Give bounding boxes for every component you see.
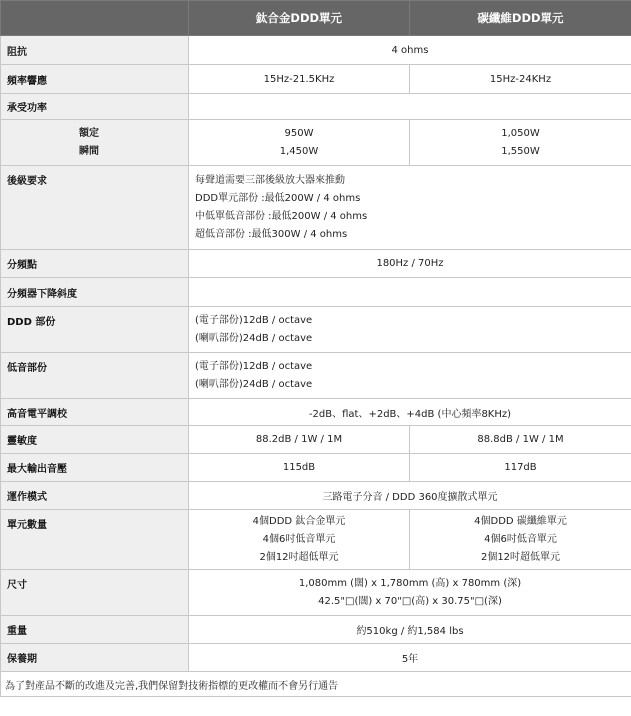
warranty-value: 5年 [189, 644, 631, 672]
amp-requirement-label: 後級要求 [1, 166, 189, 250]
weight-label: 重量 [1, 616, 189, 644]
impedance-value: 4 ohms [189, 36, 631, 65]
rated-power-carbon: 1,050W [501, 127, 540, 139]
power-handling-label: 承受功率 [1, 94, 189, 120]
crossover-slope-label: 分頻器下降斜度 [1, 278, 189, 307]
driver-line: 2個12吋超低單元 [259, 551, 339, 563]
impedance-label: 阻抗 [1, 36, 189, 65]
power-carbon [410, 120, 631, 166]
treble-level-label: 高音電平調校 [1, 399, 189, 426]
driver-count-titanium [189, 510, 410, 570]
dimensions-metric: 1,080mm (闊) x 1,780mm (高) x 780mm (深) [298, 577, 522, 589]
amp-line: 每聲道需要三部後級放大器來推動 [195, 174, 345, 186]
amp-requirement-value [189, 166, 631, 250]
freq-response-label: 頻率響應 [1, 65, 189, 94]
crossover-label: 分頻點 [1, 250, 189, 278]
treble-level-value: -2dB、flat、+2dB、+4dB (中心頻率8KHz) [189, 399, 631, 426]
bass-slope-speaker: (喇叭部份)24dB / octave [195, 378, 313, 390]
power-titanium [189, 120, 410, 166]
dimensions-label: 尺寸 [1, 570, 189, 616]
sensitivity-carbon: 88.8dB / 1W / 1M [410, 426, 631, 454]
rated-power-titanium: 950W [284, 127, 314, 139]
freq-response-titanium: 15Hz-21.5KHz [189, 65, 410, 94]
driver-line: 4個6吋低音單元 [484, 533, 557, 545]
ddd-slope-electronic: (電子部份)12dB / octave [195, 314, 313, 326]
header-carbon-ddd: 碳纖維DDD單元 [410, 1, 631, 36]
max-spl-label: 最大輸出音壓 [1, 454, 189, 482]
bass-part-label: 低音部份 [1, 353, 189, 399]
driver-line: 2個12吋超低單元 [480, 551, 561, 563]
amp-line: DDD單元部份 :最低200W / 4 ohms [195, 192, 361, 204]
warranty-label: 保養期 [1, 644, 189, 672]
dimensions-imperial: 42.5"□(闊) x 70"□(高) x 30.75"□(深) [318, 595, 502, 607]
driver-line: 4個DDD 鈦合金單元 [252, 515, 346, 527]
amp-line: 超低音部份 :最低300W / 4 ohms [195, 228, 348, 240]
header-titanium-ddd: 鈦合金DDD單元 [189, 1, 410, 36]
freq-response-carbon: 15Hz-24KHz [410, 65, 631, 94]
operation-mode-label: 運作模式 [1, 482, 189, 510]
peak-power-label: 瞬間 [79, 145, 99, 157]
driver-line: 4個6吋低音單元 [262, 533, 336, 545]
bass-part-value [189, 353, 631, 399]
sensitivity-titanium: 88.2dB / 1W / 1M [189, 426, 410, 454]
ddd-part-label: DDD 部份 [1, 307, 189, 353]
crossover-slope-empty [189, 278, 631, 307]
rated-power-label: 額定 [79, 127, 99, 139]
max-spl-carbon: 117dB [410, 454, 631, 482]
header-empty-cell [1, 1, 189, 36]
driver-line: 4個DDD 碳纖維單元 [474, 515, 567, 527]
dimensions-value [189, 570, 631, 616]
driver-count-carbon [410, 510, 631, 570]
operation-mode-value: 三路電子分音 / DDD 360度擴散式單元 [189, 482, 631, 510]
power-sub-labels [1, 120, 189, 166]
ddd-part-value [189, 307, 631, 353]
crossover-value: 180Hz / 70Hz [189, 250, 631, 278]
peak-power-titanium: 1,450W [279, 145, 319, 157]
bass-slope-electronic: (電子部份)12dB / octave [195, 360, 313, 372]
weight-value: 約510kg / 約1,584 lbs [189, 616, 631, 644]
peak-power-carbon: 1,550W [501, 145, 540, 157]
sensitivity-label: 靈敏度 [1, 426, 189, 454]
ddd-slope-speaker: (喇叭部份)24dB / octave [195, 332, 313, 344]
driver-count-label: 單元數量 [1, 510, 189, 570]
footnote: 為了對產品不斷的改進及完善,我們保留對技術指標的更改權而不會另行通告 [1, 672, 631, 697]
power-handling-empty [189, 94, 631, 120]
max-spl-titanium: 115dB [189, 454, 410, 482]
amp-line: 中低單低音部份 :最低200W / 4 ohms [195, 210, 368, 222]
